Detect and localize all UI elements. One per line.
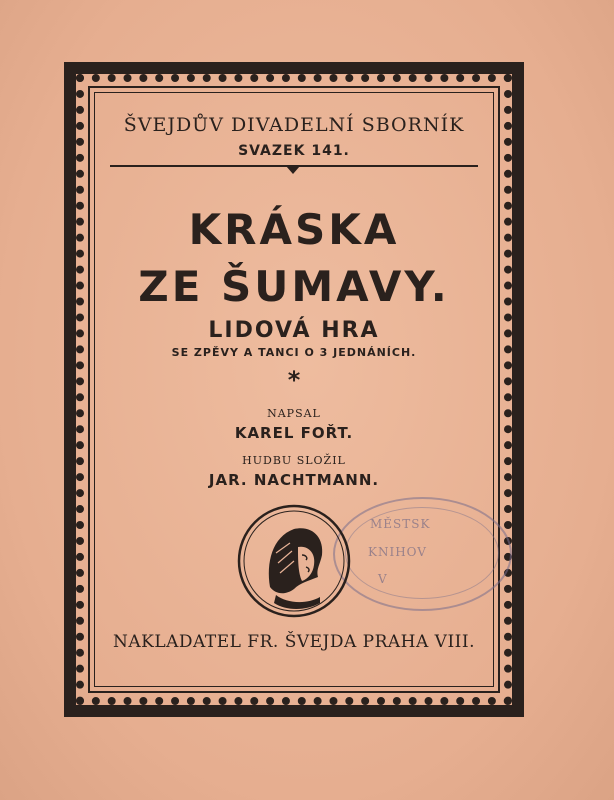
series-title: ŠVEJDŮV DIVADELNÍ SBORNÍK <box>123 114 465 136</box>
subtitle-detail: SE ZPĚVY A TANCI O 3 JEDNÁNÍCH. <box>171 346 417 359</box>
composer-label: HUDBU SLOŽIL <box>242 454 346 467</box>
title-line-1: KRÁSKA <box>188 205 400 254</box>
volume-number: SVAZEK 141. <box>238 143 350 159</box>
publisher-line: NAKLADATEL FR. ŠVEJDA PRAHA VIII. <box>112 632 476 652</box>
triangle-down-icon <box>286 166 300 174</box>
asterisk-ornament: * <box>287 366 301 394</box>
composer-name: JAR. NACHTMANN. <box>208 471 380 489</box>
subtitle: LIDOVÁ HRA <box>208 318 380 343</box>
author-name: KAREL FOŘT. <box>234 424 354 442</box>
title-line-2: ZE ŠUMAVY. <box>138 262 450 311</box>
stamp-text-line-1: MĚSTSK <box>370 517 431 531</box>
stamp-text-line-2: KNIHOV <box>368 545 427 559</box>
stamp-text-line-3: V <box>378 572 388 586</box>
author-label: NAPSAL <box>267 407 321 420</box>
woman-portrait-emblem-icon <box>236 503 352 619</box>
